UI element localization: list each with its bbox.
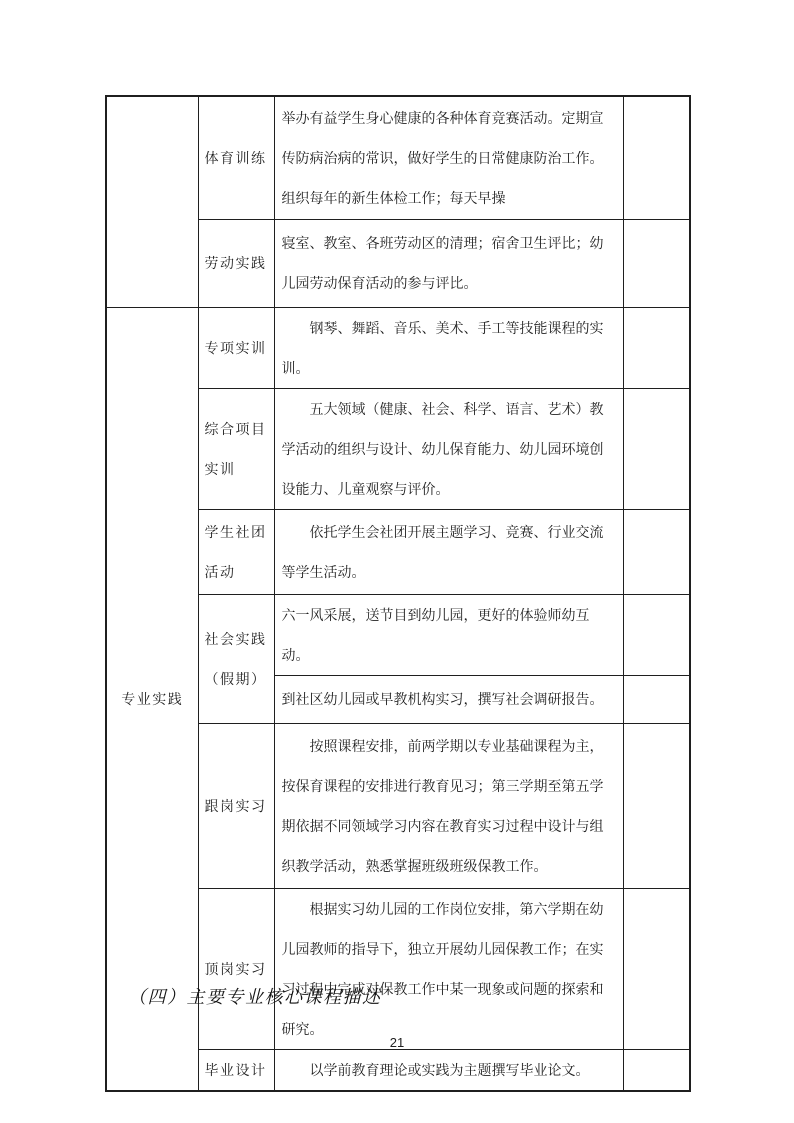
page-number: 21 xyxy=(389,1035,405,1050)
row-label-social-practice: 社会实践（假期） xyxy=(198,594,274,723)
row-desc-labor-practice: 寝室、教室、各班劳动区的清理；宿舍卫生评比；幼儿园劳动保育活动的参与评比。 xyxy=(274,219,623,307)
empty-cell xyxy=(623,307,690,388)
empty-cell xyxy=(623,509,690,594)
row-desc-follow-post-internship: 按照课程安排，前两学期以专业基础课程为主，按保育课程的安排进行教育见习；第三学期至第五学期依据不同领域学习内容在教育实习过程中设计与组织教学活动，熟悉掌握班级班级保教工作。 xyxy=(274,723,623,888)
row-label-labor-practice: 劳动实践 xyxy=(198,219,274,307)
empty-cell xyxy=(623,723,690,888)
row-desc-sports-training: 举办有益学生身心健康的各种体育竞赛活动。定期宣传防病治病的常识，做好学生的日常健康防治工作。组织每年的新生体检工作；每天早操 xyxy=(274,96,623,219)
empty-cell xyxy=(623,594,690,675)
empty-cell xyxy=(623,96,690,219)
row-label-student-club: 学生社团活动 xyxy=(198,509,274,594)
practice-table xyxy=(105,95,691,1092)
row-desc-comprehensive-project: 五大领域（健康、社会、科学、语言、艺术）教学活动的组织与设计、幼儿保育能力、幼儿园环境创设能力、儿童观察与评价。 xyxy=(274,388,623,509)
category-cell-professional-practice: 专业实践 xyxy=(106,307,198,1091)
row-desc-social-practice-2: 到社区幼儿园或早教机构实习，撰写社会调研报告。 xyxy=(274,675,623,723)
empty-cell xyxy=(623,888,690,1049)
category-cell-empty xyxy=(106,96,198,307)
row-label-sports-training: 体育训练 xyxy=(198,96,274,219)
empty-cell xyxy=(623,388,690,509)
row-desc-top-post-internship: 根据实习幼儿园的工作岗位安排，第六学期在幼儿园教师的指导下，独立开展幼儿园保教工作；在实习过程中完成对保教工作中某一现象或问题的探索和研究。 xyxy=(274,888,623,1049)
empty-cell xyxy=(623,219,690,307)
row-label-graduation-design: 毕业设计 xyxy=(198,1049,274,1091)
row-desc-special-training: 钢琴、舞蹈、音乐、美术、手工等技能课程的实训。 xyxy=(274,307,623,388)
section-heading: （四）主要专业核心课程描述 xyxy=(128,987,382,1008)
row-label-special-training: 专项实训 xyxy=(198,307,274,388)
row-label-comprehensive-project: 综合项目实训 xyxy=(198,388,274,509)
row-desc-social-practice-1: 六一风采展，送节目到幼儿园，更好的体验师幼互动。 xyxy=(274,594,623,675)
row-desc-graduation-design: 以学前教育理论或实践为主题撰写毕业论文。 xyxy=(274,1049,623,1091)
row-label-follow-post-internship: 跟岗实习 xyxy=(198,723,274,888)
table-row xyxy=(106,307,690,388)
table-row xyxy=(106,96,690,219)
row-label-top-post-internship: 顶岗实习 xyxy=(198,888,274,1049)
row-desc-student-club: 依托学生会社团开展主题学习、竞赛、行业交流等学生活动。 xyxy=(274,509,623,594)
empty-cell xyxy=(623,1049,690,1091)
empty-cell xyxy=(623,675,690,723)
